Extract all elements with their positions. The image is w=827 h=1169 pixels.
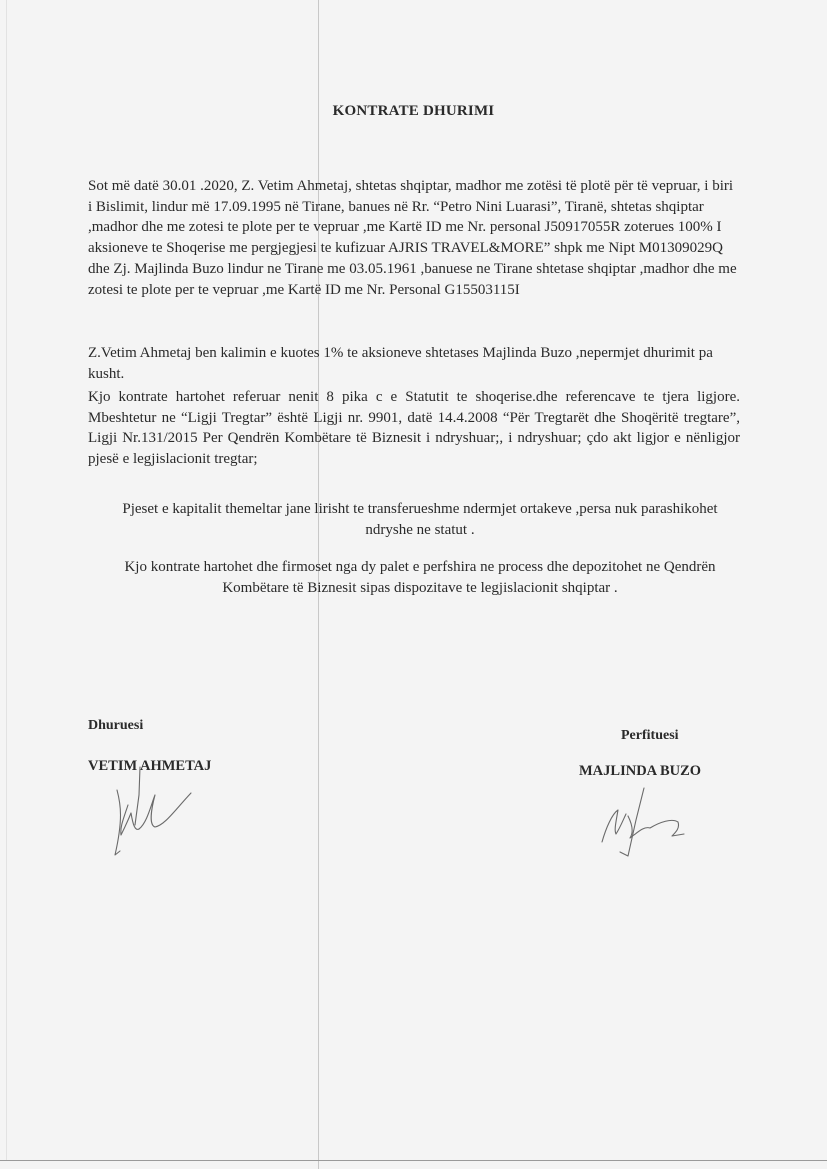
scan-bottom-edge xyxy=(0,1160,827,1161)
donor-signature-icon xyxy=(95,765,205,865)
paragraph-deposit: Kjo kontrate hartohet dhe firmoset nga dy palet e perfshira ne process dhe depozitohet ne Qendrën Kombëtare të Biznesit sipas dispozitave te legjislacionit shqiptar . xyxy=(124,559,716,596)
paragraph-parties: Sot më datë 30.01 .2020, Z. Vetim Ahmetaj, shtetas shqiptar, madhor me zotësi të plotë për të vepruar, i biri i Bislimit, lindur më 17.09.1995 në Tirane, banues në Rr. “Petro Nini Luarasi”, Tiranë, shtetas shqiptar ,madhor dhe me zotesi te plote per te vepruar ,me Kartë ID me Nr. personal J50917055R zoterues 100% I aksioneve te Shoqerise me pergjegjesi te kufizuar AJRIS TRAVEL&MORE” shpk me Nipt M01309029Q dhe Zj. Majlinda Buzo lindur ne Tirane me 03.05.1961 ,banuese ne Tirane shtetase shqiptar ,madhor dhe me zotesi te plote per te vepruar ,me Kartë ID me Nr. Personal G15503115I xyxy=(88,178,737,298)
donor-role-label: Dhuruesi xyxy=(88,718,144,733)
scan-left-edge xyxy=(6,0,7,1160)
document-title: KONTRATE DHURIMI xyxy=(332,103,495,119)
paragraph-transfer: Z.Vetim Ahmetaj ben kalimin e kuotes 1% te aksioneve shtetases Majlinda Buzo ,nepermjet dhurimit pa kusht. xyxy=(88,345,713,382)
beneficiary-signature-icon xyxy=(580,780,700,870)
paragraph-legal-basis: Kjo kontrate hartohet referuar nenit 8 pika c e Statutit te shoqerise.dhe referencave te tjera ligjore. Mbeshtetur ne “Ligji Tregtar” është Ligji nr. 9901, datë 14.4.2008 “Për Tregtarët dhe Shoqëritë tregtare”, Ligji Nr.131/2015 Per Qendrën Kombëtare të Biznesit i ndryshuar;, i ndryshuar; çdo akt ligjor e nënligjor pjesë e legjislacionit tregtar; xyxy=(88,389,740,468)
beneficiary-name: MAJLINDA BUZO xyxy=(579,763,702,779)
donor-name: VETIM AHMETAJ xyxy=(88,758,212,774)
paragraph-capital-shares: Pjeset e kapitalit themeltar jane lirisht te transferueshme ndermjet ortakeve ,persa nuk parashikohet ndryshe ne statut . xyxy=(122,501,718,538)
beneficiary-role-label: Perfituesi xyxy=(621,728,679,743)
